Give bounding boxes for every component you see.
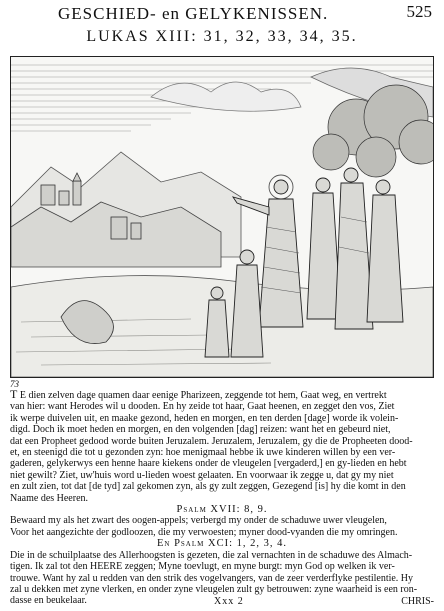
engraving-illustration-icon	[10, 56, 434, 378]
psalm-heading: En Psalm XCI: 1, 2, 3, 4.	[156, 538, 287, 550]
text-line: gaderen, gelykerwys een henne haare kiekens onder de vleugelen [vergaderd,] en gy-lieden en hebt	[10, 458, 407, 470]
text-line: van hier: want Herodes wil u dooden. En hy zeide tot haar, Gaat heenen, en zegget den vos, Ziet	[10, 401, 395, 413]
text-line: dat een Propheet gedood worde buiten Jeruzalem. Jeruzalem, Jeruzalem, gy die de Propheeten dood-	[10, 435, 413, 447]
chapter-reference: LUKAS XIII: 31, 32, 33, 34, 35.	[86, 28, 358, 45]
text-line: digd. Doch ik moet heden en morgen, en den volgenden [dag] reizen: want het en gebeurd niet,	[10, 424, 391, 436]
psalm-heading: Psalm XVII: 8, 9.	[176, 504, 268, 516]
text-line: ik werpe duivelen uit, en maake gezond, heden en morgen, en ten derden [dage] worde ik volein-	[10, 412, 399, 424]
signature-mark: Xxx 2	[214, 596, 244, 607]
text-line: zal u dekken met zyne vlerken, en onder zyne vleugelen zult gy betrouwen: zyne waarheid is een ron-	[10, 583, 418, 595]
text-line: T E dien zelven dage quamen daar eenige Pharizeen, zeggende tot hem, Gaat weg, en vertrekt	[10, 389, 387, 401]
engraving-scene	[11, 57, 433, 377]
text-line: trouwe. Want hy zal u redden van den strik des vogelvangers, van de zeer verderflyke pestilentie. Hy	[10, 572, 414, 584]
text-line: niet gewilt? Ziet, uw'huis word u-lieden woest gelaaten. En voorwaar ik zegge u, dat gy my niet	[10, 469, 394, 481]
text-line: Voor het aangezichte der godloozen, die my verwoesten; myner dood-vyanden die my omringen.	[10, 526, 398, 538]
drop-capital: T	[10, 389, 18, 401]
text-line: Die in de schuilplaatse des Allerhoogsten is gezeten, die zal vernachten in de schaduwe des Almach-	[10, 549, 413, 561]
scripture-text	[10, 389, 434, 607]
text-line: dasse en beukelaar.	[10, 595, 87, 607]
catchword: CHRIS-	[401, 596, 434, 607]
text-line: Naame des Heeren.	[10, 492, 89, 504]
running-title: GESCHIED- en GELYKENISSEN.	[58, 4, 329, 23]
text-line: Bewaard my als het zwart des oogen-appels; verbergd my onder de schaduwe uwer vleugelen,	[10, 515, 387, 527]
text-line: et, en steenigd die tot u gezonden zyn: hoe menigmaal hebbe ik uwe kinderen willen by een ver-	[10, 447, 396, 459]
plate-number: 73	[10, 379, 19, 389]
text-line: tigen. Ik zal tot den HEERE zeggen; Myne toevlugt, en myne burgt: myn God op welken ik ver-	[10, 561, 395, 573]
text-line: en zult zien, tot dat [de tyd] zal gekomen zyn, als gy zult zeggen, Gezegend [is] hy die komt in den	[10, 481, 406, 493]
page-number: 525	[406, 2, 432, 21]
